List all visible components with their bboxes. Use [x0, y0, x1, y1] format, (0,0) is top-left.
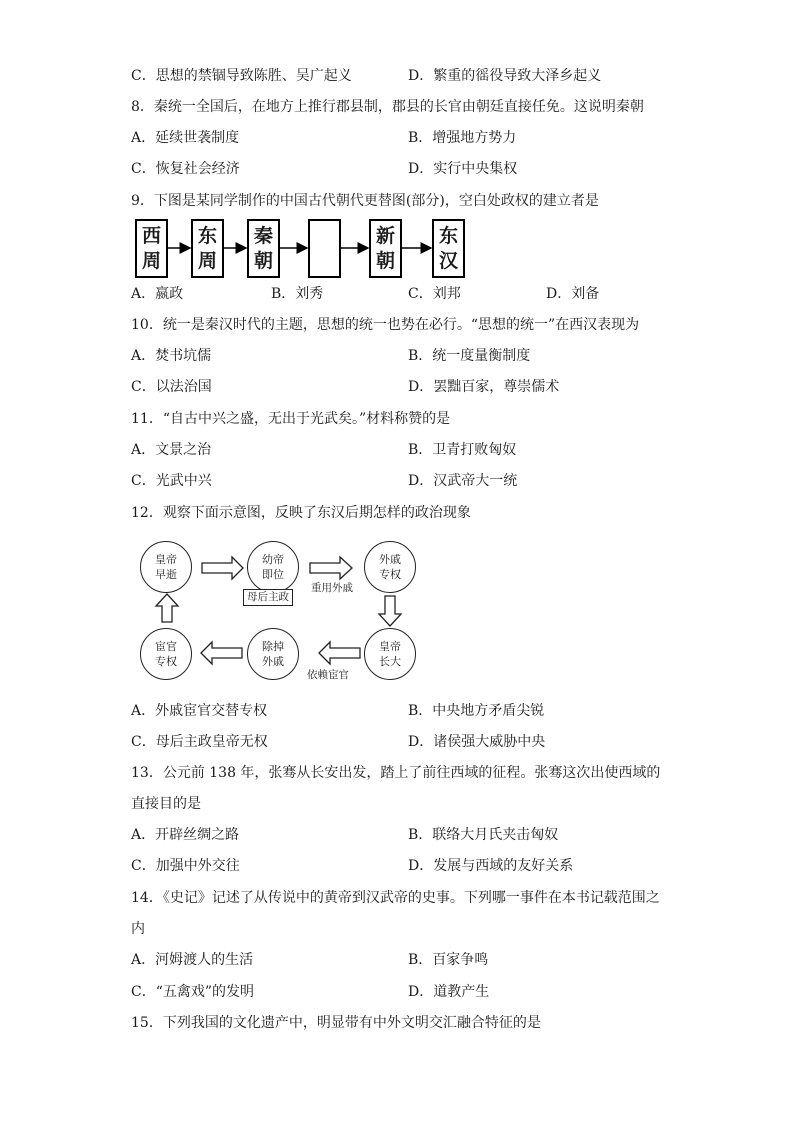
q14-option-c[interactable]: C．“五禽戏”的发明	[131, 984, 255, 1000]
q11-option-a[interactable]: A．文景之治	[131, 442, 212, 458]
q9-option-d[interactable]: D．刘备	[546, 286, 600, 302]
node-emperor-early-death: 皇帝 早逝	[140, 541, 192, 593]
q8-stem: 8．秦统一全国后，在地方上推行郡县制，郡县的长官由朝廷直接任免。这说明秦朝	[131, 99, 644, 115]
node-eunuch-power: 宦官 专权	[140, 628, 192, 680]
q10-option-d[interactable]: D．罢黜百家，尊崇儒术	[408, 379, 560, 395]
q7-option-c[interactable]: C．思想的禁锢导致陈胜、吴广起义	[131, 68, 352, 84]
dynasty-box-xin: 新 朝	[369, 219, 402, 278]
q8-option-a[interactable]: A．延续世袭制度	[131, 130, 240, 146]
q13-stem-cont: 直接目的是	[131, 796, 201, 812]
q9-option-b[interactable]: B．刘秀	[271, 286, 324, 302]
note-empress-regency: 母后主政	[243, 589, 293, 606]
hollow-arrow-icon	[201, 642, 242, 664]
q10-option-b[interactable]: B．统一度量衡制度	[408, 348, 531, 364]
q14-option-a[interactable]: A．河姆渡人的生活	[131, 952, 254, 968]
q14-option-b[interactable]: B．百家争鸣	[408, 952, 489, 968]
note-rely-eunuch: 依赖宦官	[307, 669, 349, 681]
q9-option-a[interactable]: A．嬴政	[131, 286, 184, 302]
q8-option-c[interactable]: C．恢复社会经济	[131, 161, 240, 177]
q12-option-c[interactable]: C．母后主政皇帝无权	[131, 734, 268, 750]
dynasty-box-eastern-zhou: 东 周	[191, 219, 224, 278]
q11-stem: 11．“自古中兴之盛，无出于光武矣。”材料称赞的是	[131, 411, 451, 427]
q8-option-b[interactable]: B．增强地方势力	[408, 130, 517, 146]
dynasty-box-western-zhou: 西 周	[135, 219, 168, 278]
dynasty-box-qin: 秦 朝	[247, 219, 280, 278]
q12-option-a[interactable]: A．外戚宦官交替专权	[131, 703, 268, 719]
node-emperor-grown: 皇帝 长大	[364, 628, 416, 680]
q11-option-d[interactable]: D．汉武帝大一统	[408, 473, 518, 489]
q15-stem: 15．下列我国的文化遗产中，明显带有中外文明交汇融合特征的是	[131, 1015, 541, 1031]
node-child-emperor: 幼帝 即位	[247, 541, 299, 593]
hollow-arrow-icon	[319, 642, 360, 664]
hollow-arrow-icon	[310, 557, 352, 579]
q14-option-d[interactable]: D．道教产生	[408, 984, 490, 1000]
q12-stem: 12．观察下面示意图，反映了东汉后期怎样的政治现象	[131, 505, 471, 521]
note-rely-consort: 重用外戚	[311, 582, 353, 594]
q10-option-c[interactable]: C．以法治国	[131, 379, 212, 395]
q9-stem: 9．下图是某同学制作的中国古代朝代更替图(部分)，空白处政权的建立者是	[131, 193, 599, 209]
dynasty-box-eastern-han: 东 汉	[432, 219, 465, 278]
q12-option-b[interactable]: B．中央地方矛盾尖锐	[408, 703, 545, 719]
q14-stem-cont: 内	[131, 921, 145, 937]
hollow-arrow-icon	[379, 596, 401, 626]
hollow-arrow-icon	[202, 557, 243, 579]
q13-stem: 13．公元前 138 年，张骞从长安出发，踏上了前往西域的征程。张骞这次出使西域的	[131, 765, 661, 781]
q11-option-b[interactable]: B．卫青打败匈奴	[408, 442, 517, 458]
node-consort-power: 外戚 专权	[364, 541, 416, 593]
q8-option-d[interactable]: D．实行中央集权	[408, 161, 518, 177]
q10-stem: 10．统一是秦汉时代的主题，思想的统一也势在必行。“思想的统一”在西汉表现为	[131, 317, 640, 333]
q11-option-c[interactable]: C．光武中兴	[131, 473, 212, 489]
q13-option-b[interactable]: B．联络大月氏夹击匈奴	[408, 827, 559, 843]
q13-option-d[interactable]: D．发展与西域的友好关系	[408, 858, 574, 874]
hollow-arrow-icon	[156, 594, 178, 622]
q13-option-c[interactable]: C．加强中外交往	[131, 858, 240, 874]
q9-option-c[interactable]: C．刘邦	[408, 286, 461, 302]
q7-option-d[interactable]: D．繁重的徭役导致大泽乡起义	[408, 68, 602, 84]
node-remove-consort: 除掉 外戚	[247, 628, 299, 680]
q13-option-a[interactable]: A．开辟丝绸之路	[131, 827, 240, 843]
q14-stem: 14．《史记》记述了从传说中的黄帝到汉武帝的史事。下列哪一事件在本书记载范围之	[131, 890, 660, 906]
q12-option-d[interactable]: D．诸侯强大威胁中央	[408, 734, 546, 750]
q10-option-a[interactable]: A．焚书坑儒	[131, 348, 212, 364]
